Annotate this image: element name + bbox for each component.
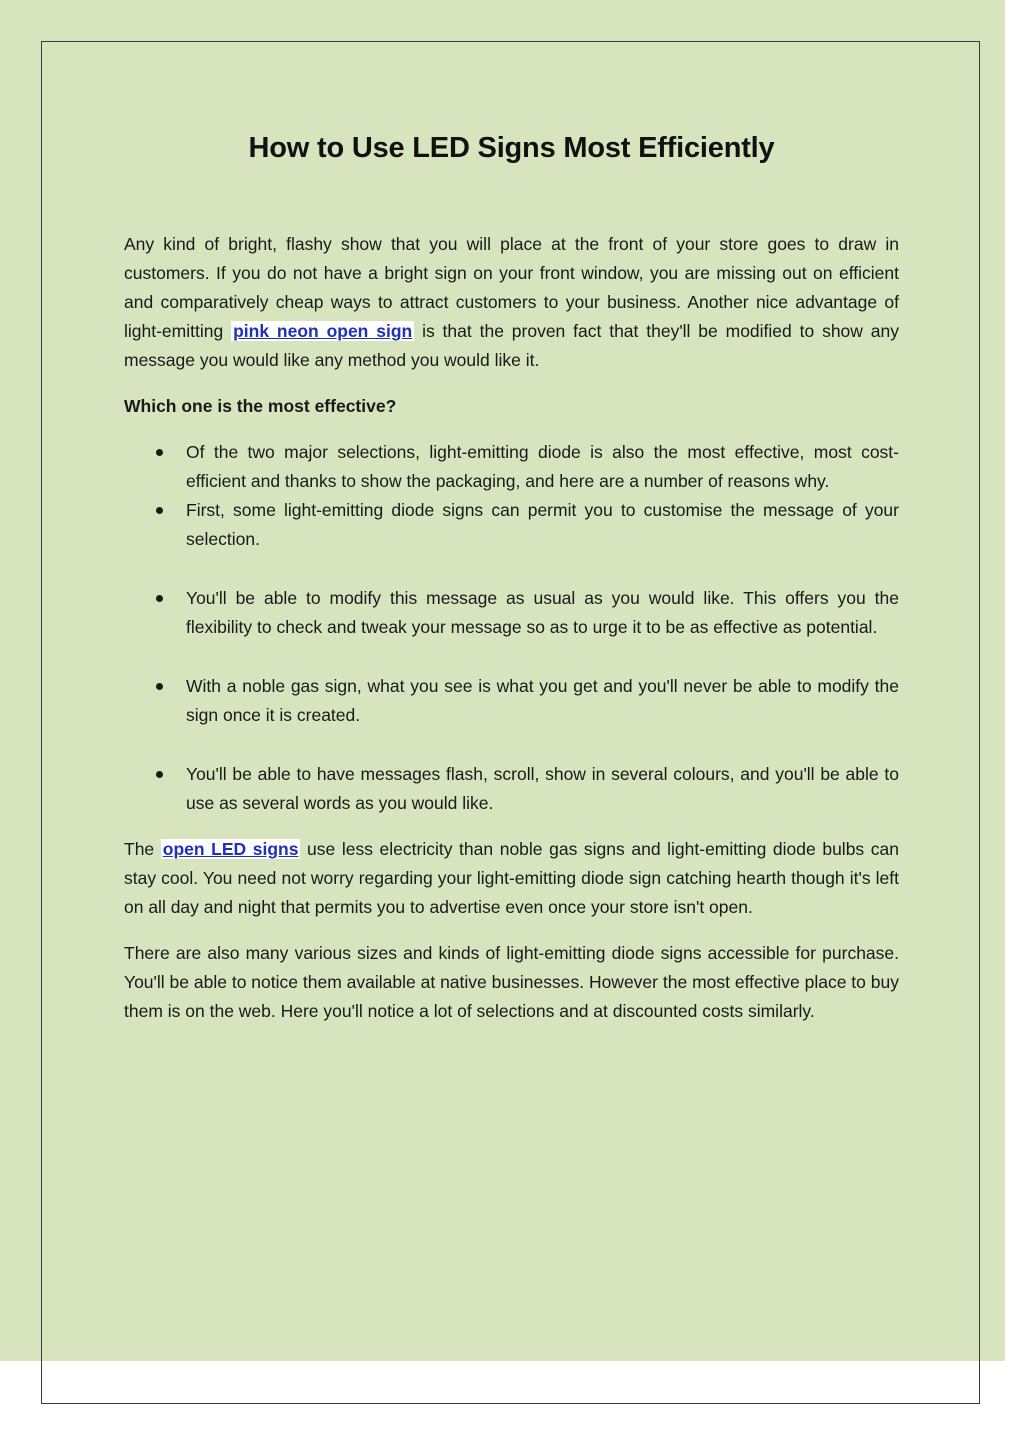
paragraph-text-start: The [124,839,155,859]
list-item-text: Of the two major selections, light-emitting diode is also the most effective, most cost-efficient and thanks to show the packaging, and here are a number of reasons why. [186,442,899,491]
bullet-icon [156,595,163,602]
led-signs-paragraph [124,835,899,922]
intro-paragraph [124,230,899,375]
intro-text-end: is that the proven fact that they'll be modified to show any message you would like any method you would like it. [124,321,899,370]
intro-text-start: Any kind of bright, flashy show that you will place at the front of your store goes to draw in customers. If you do not have a bright sign on your front window, you are missing out on efficient and comparatively cheap ways to attract customers to your business. Another nice advantage of light-emitting [124,234,899,341]
bullet-icon [156,683,163,690]
list-item-text: First, some light-emitting diode signs can permit you to customise the message of your selection. [186,500,899,549]
bullet-list [124,438,899,818]
bullet-icon [156,507,163,514]
list-item-text: You'll be able to modify this message as usual as you would like. This offers you the flexibility to check and tweak your message so as to urge it to be as effective as potential. [186,588,899,637]
bullet-icon [156,449,163,456]
list-item [124,584,899,642]
purchase-paragraph: There are also many various sizes and kinds of light-emitting diode signs accessible for purchase. You'll be able to notice them available at native businesses. However the most effective place to buy them is on the web. Here you'll notice a lot of selections and at discounted costs similarly. [124,943,899,1021]
list-item [124,496,899,554]
bullet-icon [156,771,163,778]
paragraph-text-end: use less electricity than noble gas signs and light-emitting diode bulbs can stay cool. You need not worry regarding your light-emitting diode sign catching hearth though it's left on all day and night that permits you to advertise even once your store isn't open. [124,839,899,917]
open-led-signs-link[interactable]: open LED signs [162,839,299,859]
document-body [124,124,899,1043]
document-title: How to Use LED Signs Most Efficiently [248,132,775,164]
section-subheading: Which one is the most effective? [124,396,397,416]
list-item [124,760,899,818]
list-item-text: With a noble gas sign, what you see is what you get and you'll never be able to modify the sign once it is created. [186,676,899,725]
list-item-text: You'll be able to have messages flash, scroll, show in several colours, and you'll be able to use as several words as you would like. [186,764,899,813]
list-item [124,672,899,730]
pink-neon-open-sign-link[interactable]: pink neon open sign [233,321,413,341]
list-item [124,438,899,496]
